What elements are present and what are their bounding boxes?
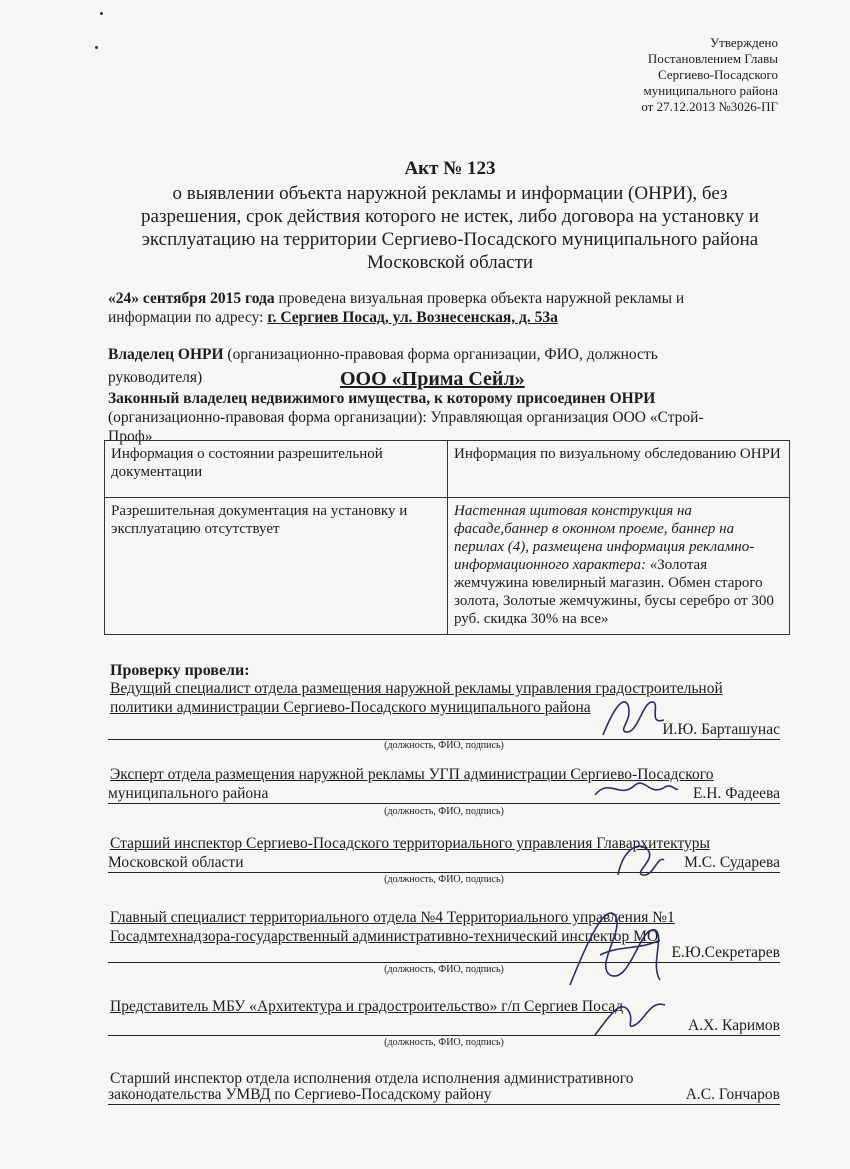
table-row (105, 441, 790, 498)
inspector-name: Е.Ю.Секретарев (671, 944, 780, 961)
position-line: законодательства УМВД по Сергиево-Посадскому району (108, 1086, 492, 1103)
position-line: Госадмтехнадзора-государственный административно-технический инспектор МО (110, 928, 659, 945)
act-title (110, 158, 790, 274)
inspection-paragraph (108, 289, 788, 327)
inspectors-heading: Проверку провели: (110, 662, 250, 679)
signature-line (108, 1085, 780, 1105)
visual-findings: Настенная щитовая конструкция на фасаде,баннер в оконном проеме, баннер на перилах (4), размещена информация рекламно-информационного характера: (454, 503, 755, 573)
table-cell: Разрешительная документация на установку и эксплуатацию отсутствует (105, 498, 448, 635)
position-line: Старший инспектор отдела исполнения отдела исполнения административного (110, 1070, 634, 1087)
position-line: политики администрации Сергиево-Посадского муниципального района (110, 699, 591, 716)
subtitle-line: о выявлении объекта наружной рекламы и информации (ОНРИ), без (172, 183, 728, 204)
subtitle-line: Московской области (366, 252, 534, 273)
inspection-date: «24» сентября 2015 года (108, 290, 275, 307)
signature-caption: (должность, ФИО, подпись) (384, 964, 504, 975)
position-line: Главный специалист территориального отдела №4 Территориального управления №1 (110, 909, 675, 926)
position-line: муниципального района (108, 785, 269, 802)
signature-caption: (должность, ФИО, подпись) (384, 740, 504, 751)
signature-line (108, 1016, 780, 1036)
inspection-address: г. Сергиев Посад, ул. Вознесенская, д. 53а (267, 309, 558, 326)
approval-line: Утверждено (709, 35, 778, 50)
owner-label: Владелец ОНРИ (108, 346, 224, 363)
inspector-name: И.Ю. Барташунас (662, 721, 780, 738)
scan-speck (95, 46, 98, 49)
signature-image (608, 835, 668, 880)
approval-block (538, 35, 778, 115)
approval-line: Постановлением Главы (647, 51, 778, 66)
subtitle-line: разрешения, срок действия которого не истек, либо договора на установку и (141, 206, 759, 227)
table-header-cell: Информация по визуальному обследованию ОНРИ (448, 441, 790, 498)
subtitle-line: эксплуатацию на территории Сергиево-Посадского муниципального района (141, 229, 759, 250)
advertising-text: «Золотая жемчужина ювелирный магазин. Обмен старого золота, Золотые жемчужины, бусы серебро от 300 руб. скидка 30% на все» (454, 557, 774, 627)
owner-desc: руководителя) (108, 369, 203, 386)
inspector-name: А.Х. Каримов (688, 1017, 780, 1034)
inspector-name: А.С. Гончаров (685, 1086, 780, 1103)
approval-line: от 27.12.2013 №3026-ПГ (641, 99, 778, 114)
position-line: Представитель МБУ «Архитектура и градостроительство» г/п Сергиев Посад (110, 998, 624, 1015)
inspector-3-position (110, 834, 790, 853)
act-subtitle (110, 182, 790, 274)
position-line: Эксперт отдела размещения наружной рекламы УГП администрации Сергиево-Посадского (110, 766, 714, 783)
legal-owner-desc: Проф» (108, 428, 153, 445)
legal-owner-label: Законный владелец недвижимого имущества, к которому присоединен ОНРИ (108, 390, 656, 407)
owner-desc: (организационно-правовая форма организации, ФИО, должность (223, 346, 658, 363)
inspector-name: М.С. Сударева (684, 854, 780, 871)
inspection-text: проведена визуальная проверка объекта наружной рекламы и (274, 290, 685, 307)
table-row (105, 498, 790, 635)
table-cell (448, 498, 790, 635)
position-line: Московской области (108, 854, 244, 871)
inspector-1-position (110, 679, 790, 717)
signature-line (108, 943, 780, 963)
signature-line (108, 853, 780, 873)
signature-image (590, 995, 670, 1040)
scan-speck (100, 12, 103, 15)
info-table (104, 440, 790, 635)
position-line: Ведущий специалист отдела размещения наружной рекламы управления градостроительной (110, 680, 723, 697)
approval-line: муниципального района (643, 83, 778, 98)
position-line: Старший инспектор Сергиево-Посадского территориального управления Главархитектуры (110, 835, 710, 852)
legal-owner-paragraph (108, 389, 788, 446)
inspection-text: информации по адресу: (108, 309, 268, 326)
approval-line: Сергиево-Посадского (658, 67, 778, 82)
inspector-name: Е.Н. Фадеева (692, 785, 780, 802)
signature-image (598, 690, 668, 745)
inspector-4-position (110, 908, 790, 946)
inspector-5-position (110, 997, 790, 1016)
inspector-2-position (110, 765, 790, 784)
owner-name: ООО «Прима Сейл» (340, 368, 525, 390)
signature-image (590, 775, 680, 805)
signature-image (560, 895, 670, 995)
act-number: Акт № 123 (404, 158, 496, 179)
signature-caption: (должность, ФИО, подпись) (384, 874, 504, 885)
signature-caption: (должность, ФИО, подпись) (384, 806, 504, 817)
legal-owner-desc: (организационно-правовая форма организации): Управляющая организация ООО «Строй- (108, 409, 704, 426)
table-header-cell: Информация о состоянии разрешительной документации (105, 441, 448, 498)
signature-caption: (должность, ФИО, подпись) (384, 1037, 504, 1048)
signature-line (108, 720, 780, 740)
